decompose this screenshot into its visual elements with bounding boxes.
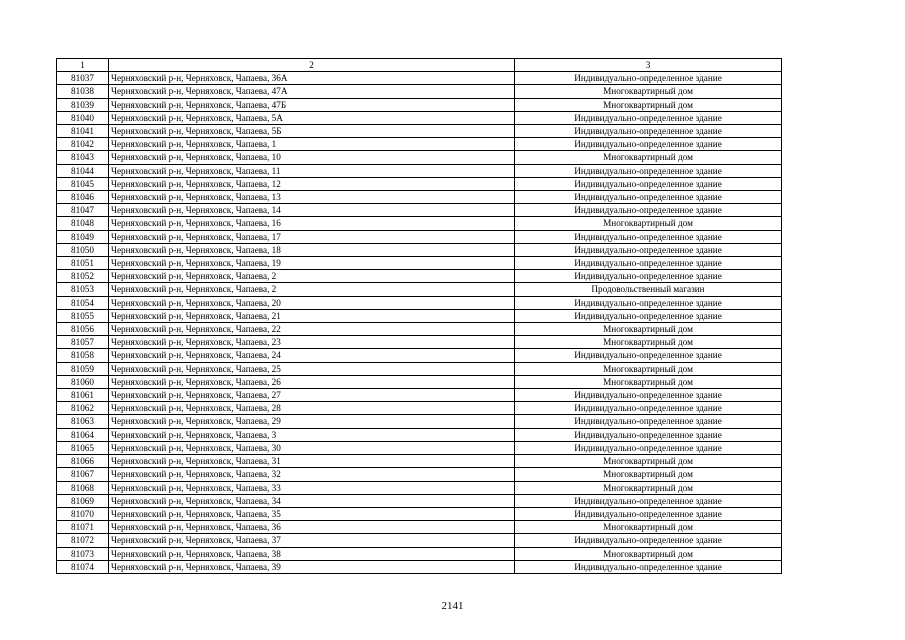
building-type-cell: Индивидуально-определенное здание	[515, 164, 782, 177]
address-cell: Черняховский р-н, Черняховск, Чапаева, 10	[109, 151, 515, 164]
table-row	[57, 230, 782, 243]
building-type-cell: Индивидуально-определенное здание	[515, 494, 782, 507]
building-type-cell: Многоквартирный дом	[515, 151, 782, 164]
row-number-cell: 81059	[57, 362, 109, 375]
table-row	[57, 283, 782, 296]
table-row	[57, 402, 782, 415]
row-number-cell: 81041	[57, 125, 109, 138]
table-row	[57, 534, 782, 547]
table-row	[57, 323, 782, 336]
row-number-cell: 81062	[57, 402, 109, 415]
row-number-cell: 81048	[57, 217, 109, 230]
row-number-cell: 81070	[57, 507, 109, 520]
row-number-cell: 81043	[57, 151, 109, 164]
address-cell: Черняховский р-н, Черняховск, Чапаева, 22	[109, 323, 515, 336]
row-number-cell: 81049	[57, 230, 109, 243]
row-number-cell: 81056	[57, 323, 109, 336]
row-number-cell: 81047	[57, 204, 109, 217]
page-number: 2141	[441, 600, 464, 612]
table-row	[57, 415, 782, 428]
row-number-cell: 81054	[57, 296, 109, 309]
row-number-cell: 81039	[57, 98, 109, 111]
building-type-cell: Индивидуально-определенное здание	[515, 270, 782, 283]
building-type-cell: Индивидуально-определенное здание	[515, 125, 782, 138]
address-cell: Черняховский р-н, Черняховск, Чапаева, 18	[109, 243, 515, 256]
row-number-cell: 81044	[57, 164, 109, 177]
address-cell: Черняховский р-н, Черняховск, Чапаева, 5А	[109, 111, 515, 124]
building-type-cell: Многоквартирный дом	[515, 85, 782, 98]
address-cell: Черняховский р-н, Черняховск, Чапаева, 1	[109, 138, 515, 151]
address-cell: Черняховский р-н, Черняховск, Чапаева, 32	[109, 468, 515, 481]
table-row	[57, 521, 782, 534]
building-type-cell: Многоквартирный дом	[515, 375, 782, 388]
table-row	[57, 389, 782, 402]
table-row	[57, 164, 782, 177]
address-cell: Черняховский р-н, Черняховск, Чапаева, 20	[109, 296, 515, 309]
building-type-cell: Индивидуально-определенное здание	[515, 402, 782, 415]
address-cell: Черняховский р-н, Черняховск, Чапаева, 21	[109, 309, 515, 322]
address-cell: Черняховский р-н, Черняховск, Чапаева, 35	[109, 507, 515, 520]
table-row	[57, 177, 782, 190]
table-row	[57, 85, 782, 98]
table-body	[57, 59, 782, 574]
table-row	[57, 138, 782, 151]
address-cell: Черняховский р-н, Черняховск, Чапаева, 2	[109, 270, 515, 283]
building-type-cell: Индивидуально-определенное здание	[515, 177, 782, 190]
building-type-cell: Индивидуально-определенное здание	[515, 441, 782, 454]
address-cell: Черняховский р-н, Черняховск, Чапаева, 17	[109, 230, 515, 243]
building-type-cell: Многоквартирный дом	[515, 336, 782, 349]
row-number-cell: 81038	[57, 85, 109, 98]
address-cell: Черняховский р-н, Черняховск, Чапаева, 25	[109, 362, 515, 375]
address-cell: Черняховский р-н, Черняховск, Чапаева, 19	[109, 257, 515, 270]
row-number-cell: 81064	[57, 428, 109, 441]
table-row	[57, 191, 782, 204]
address-cell: Черняховский р-н, Черняховск, Чапаева, 39	[109, 560, 515, 573]
building-type-cell: Индивидуально-определенное здание	[515, 230, 782, 243]
row-number-cell: 81067	[57, 468, 109, 481]
building-type-cell: Индивидуально-определенное здание	[515, 243, 782, 256]
row-number-cell: 81042	[57, 138, 109, 151]
address-cell: Черняховский р-н, Черняховск, Чапаева, 27	[109, 389, 515, 402]
table-row	[57, 468, 782, 481]
building-type-cell: Индивидуально-определенное здание	[515, 389, 782, 402]
address-cell: Черняховский р-н, Черняховск, Чапаева, 38	[109, 547, 515, 560]
row-number-cell: 81073	[57, 547, 109, 560]
building-type-cell: Многоквартирный дом	[515, 521, 782, 534]
table-row	[57, 125, 782, 138]
row-number-cell: 81074	[57, 560, 109, 573]
building-type-cell: Индивидуально-определенное здание	[515, 534, 782, 547]
building-type-cell: Индивидуально-определенное здание	[515, 296, 782, 309]
row-number-cell: 81051	[57, 257, 109, 270]
address-cell: Черняховский р-н, Черняховск, Чапаева, 24	[109, 349, 515, 362]
address-cell: Черняховский р-н, Черняховск, Чапаева, 11	[109, 164, 515, 177]
table-row	[57, 111, 782, 124]
address-cell: Черняховский р-н, Черняховск, Чапаева, 3	[109, 428, 515, 441]
row-number-cell: 81055	[57, 309, 109, 322]
row-number-cell: 81061	[57, 389, 109, 402]
table-row	[57, 362, 782, 375]
building-type-cell: Индивидуально-определенное здание	[515, 111, 782, 124]
building-type-cell: Индивидуально-определенное здание	[515, 507, 782, 520]
row-number-cell: 81046	[57, 191, 109, 204]
building-type-cell: Индивидуально-определенное здание	[515, 428, 782, 441]
building-type-cell: Индивидуально-определенное здание	[515, 349, 782, 362]
building-type-cell: Многоквартирный дом	[515, 98, 782, 111]
address-cell: Черняховский р-н, Черняховск, Чапаева, 34	[109, 494, 515, 507]
address-cell: Черняховский р-н, Черняховск, Чапаева, 47А	[109, 85, 515, 98]
row-number-cell: 81071	[57, 521, 109, 534]
address-cell: Черняховский р-н, Черняховск, Чапаева, 30	[109, 441, 515, 454]
table-row	[57, 72, 782, 85]
building-type-cell: Многоквартирный дом	[515, 455, 782, 468]
address-cell: Черняховский р-н, Черняховск, Чапаева, 12	[109, 177, 515, 190]
header-cell-number: 1	[57, 59, 109, 72]
row-number-cell: 81050	[57, 243, 109, 256]
row-number-cell: 81068	[57, 481, 109, 494]
table-row	[57, 204, 782, 217]
building-type-cell: Многоквартирный дом	[515, 362, 782, 375]
header-cell-type: 3	[515, 59, 782, 72]
table-row	[57, 428, 782, 441]
building-type-cell: Индивидуально-определенное здание	[515, 191, 782, 204]
address-cell: Черняховский р-н, Черняховск, Чапаева, 29	[109, 415, 515, 428]
building-type-cell: Индивидуально-определенное здание	[515, 257, 782, 270]
building-type-cell: Индивидуально-определенное здание	[515, 72, 782, 85]
address-cell: Черняховский р-н, Черняховск, Чапаева, 5Б	[109, 125, 515, 138]
building-type-cell: Продовольственный магазин	[515, 283, 782, 296]
building-type-cell: Индивидуально-определенное здание	[515, 560, 782, 573]
table-row	[57, 98, 782, 111]
row-number-cell: 81063	[57, 415, 109, 428]
table-row	[57, 336, 782, 349]
table-row	[57, 151, 782, 164]
building-type-cell: Многоквартирный дом	[515, 547, 782, 560]
row-number-cell: 81057	[57, 336, 109, 349]
row-number-cell: 81060	[57, 375, 109, 388]
address-cell: Черняховский р-н, Черняховск, Чапаева, 26	[109, 375, 515, 388]
table-row	[57, 507, 782, 520]
table-row	[57, 494, 782, 507]
address-cell: Черняховский р-н, Черняховск, Чапаева, 36	[109, 521, 515, 534]
address-cell: Черняховский р-н, Черняховск, Чапаева, 31	[109, 455, 515, 468]
address-cell: Черняховский р-н, Черняховск, Чапаева, 14	[109, 204, 515, 217]
building-type-cell: Многоквартирный дом	[515, 481, 782, 494]
building-type-cell: Многоквартирный дом	[515, 217, 782, 230]
address-cell: Черняховский р-н, Черняховск, Чапаева, 2	[109, 283, 515, 296]
address-cell: Черняховский р-н, Черняховск, Чапаева, 23	[109, 336, 515, 349]
table-row	[57, 270, 782, 283]
address-cell: Черняховский р-н, Черняховск, Чапаева, 37	[109, 534, 515, 547]
table-row	[57, 455, 782, 468]
building-type-cell: Индивидуально-определенное здание	[515, 204, 782, 217]
building-type-cell: Индивидуально-определенное здание	[515, 138, 782, 151]
row-number-cell: 81053	[57, 283, 109, 296]
address-cell: Черняховский р-н, Черняховск, Чапаева, 28	[109, 402, 515, 415]
table-row	[57, 441, 782, 454]
table-row	[57, 560, 782, 573]
address-cell: Черняховский р-н, Черняховск, Чапаева, 16	[109, 217, 515, 230]
header-cell-address: 2	[109, 59, 515, 72]
row-number-cell: 81065	[57, 441, 109, 454]
table-row	[57, 309, 782, 322]
row-number-cell: 81066	[57, 455, 109, 468]
row-number-cell: 81045	[57, 177, 109, 190]
table-row	[57, 375, 782, 388]
row-number-cell: 81058	[57, 349, 109, 362]
address-cell: Черняховский р-н, Черняховск, Чапаева, 13	[109, 191, 515, 204]
building-type-cell: Индивидуально-определенное здание	[515, 415, 782, 428]
row-number-cell: 81069	[57, 494, 109, 507]
address-cell: Черняховский р-н, Черняховск, Чапаева, 33	[109, 481, 515, 494]
row-number-cell: 81040	[57, 111, 109, 124]
table-row	[57, 243, 782, 256]
table-row	[57, 257, 782, 270]
registry-table	[56, 58, 782, 574]
row-number-cell: 81052	[57, 270, 109, 283]
building-type-cell: Индивидуально-определенное здание	[515, 309, 782, 322]
table-header-row	[57, 59, 782, 72]
building-type-cell: Многоквартирный дом	[515, 323, 782, 336]
building-type-cell: Многоквартирный дом	[515, 468, 782, 481]
table-row	[57, 481, 782, 494]
table-row	[57, 547, 782, 560]
table-row	[57, 349, 782, 362]
table-row	[57, 217, 782, 230]
table-row	[57, 296, 782, 309]
address-cell: Черняховский р-н, Черняховск, Чапаева, 47Б	[109, 98, 515, 111]
address-cell: Черняховский р-н, Черняховск, Чапаева, 36А	[109, 72, 515, 85]
row-number-cell: 81037	[57, 72, 109, 85]
row-number-cell: 81072	[57, 534, 109, 547]
